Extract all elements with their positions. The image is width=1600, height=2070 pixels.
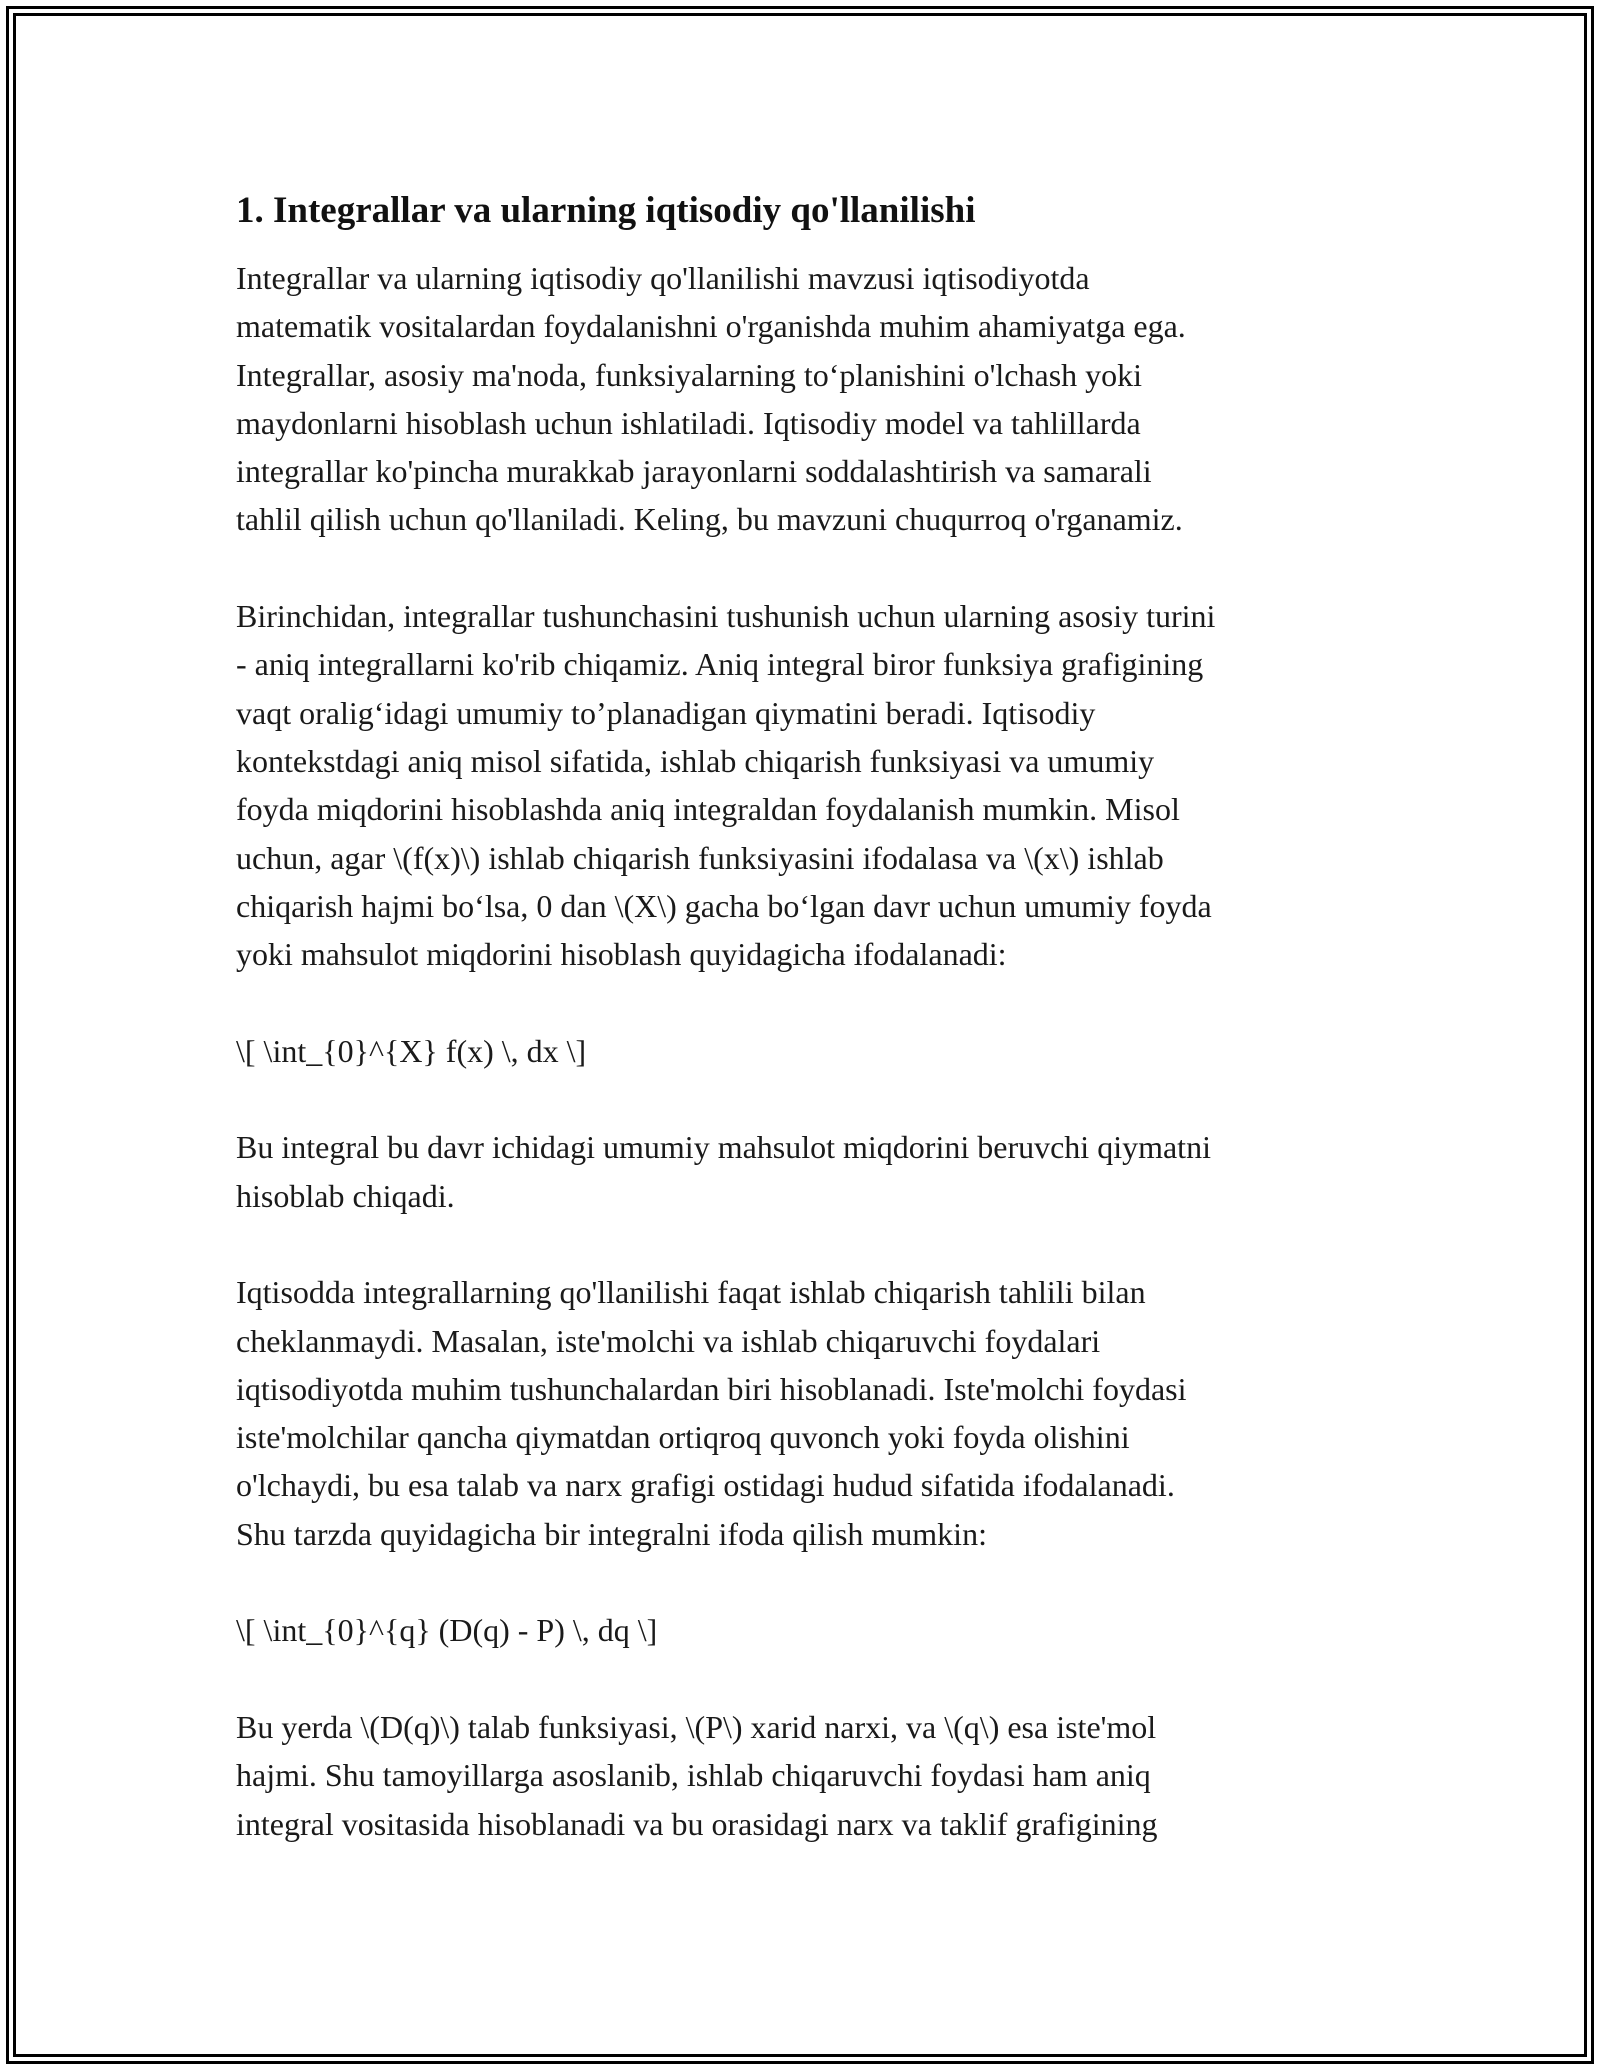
paragraph-definite-integral: Birinchidan, integrallar tushunchasini tushunish uchun ularning asosiy turini - aniq integrallarni ko'rib chiqamiz. Aniq integral biror funksiya grafigining vaqt oralig‘idagi umumiy to’planadigan qiymatini beradi. Iqtisodiy kontekstdagi aniq misol sifatida, ishlab chiqarish funksiyasi va umumiy foyda miqdorini hisoblashda aniq integraldan foydalanish mumkin. Misol uchun, agar \(f(x)\) ishlab chiqarish funksiyasini ifodalasa va \(x\) ishlab chiqarish hajmi bo‘lsa, 0 dan \(X\) gacha bo‘lgan davr uchun umumiy foyda yoki mahsulot miqdorini hisoblash quyidagicha ifodalanadi: — [236, 598, 1216, 973]
section-heading: 1. Integrallar va ularning iqtisodiy qo'llanilishi — [236, 190, 976, 231]
paragraph-consumer-surplus: Iqtisodda integrallarning qo'llanilishi faqat ishlab chiqarish tahlili bilan cheklanmaydi. Masalan, iste'molchi va ishlab chiqaruvchi foydalari iqtisodiyotda muhim tushunchalardan biri hisoblanadi. Iste'molchi foydasi iste'molchilar qancha qiymatdan ortiqroq quvonch yoki foyda olishini o'lchaydi, bu esa talab va narx grafigi ostidagi hudud sifatida ifodalanadi. Shu tarzda quyidagicha bir integralni ifoda qilish mumkin: — [236, 1274, 1187, 1552]
paragraph-producer-surplus: Bu yerda \(D(q)\) talab funksiyasi, \(P\) xarid narxi, va \(q\) esa iste'mol hajmi. Shu tamoyillarga asoslanib, ishlab chiqaruvchi foydasi ham aniq integral vositasida hisoblanadi va bu orasidagi narx va taklif grafigining — [236, 1708, 1158, 1842]
formula-consumer-surplus: \[ \int_{0}^{q} (D(q) - P) \, dq \] — [236, 1612, 658, 1649]
paragraph-integral-result: Bu integral bu davr ichidagi umumiy mahsulot miqdorini beruvchi qiymatni hisoblab chiqadi. — [236, 1129, 1211, 1214]
formula-production-integral: \[ \int_{0}^{X} f(x) \, dx \] — [236, 1032, 587, 1069]
document-body — [236, 186, 1366, 1896]
paragraph-intro: Integrallar va ularning iqtisodiy qo'llanilishi mavzusi iqtisodiyotda matematik vositalardan foydalanishni o'rganishda muhim ahamiyatga ega. Integrallar, asosiy ma'noda, funksiyalarning to‘planishini o'lchash yoki maydonlarni hisoblash uchun ishlatiladi. Iqtisodiy model va tahlillarda integrallar ko'pincha murakkab jarayonlarni soddalashtirish va samarali tahlil qilish uchun qo'llaniladi. Keling, bu mavzuni chuqurroq o'rganamiz. — [236, 260, 1186, 538]
